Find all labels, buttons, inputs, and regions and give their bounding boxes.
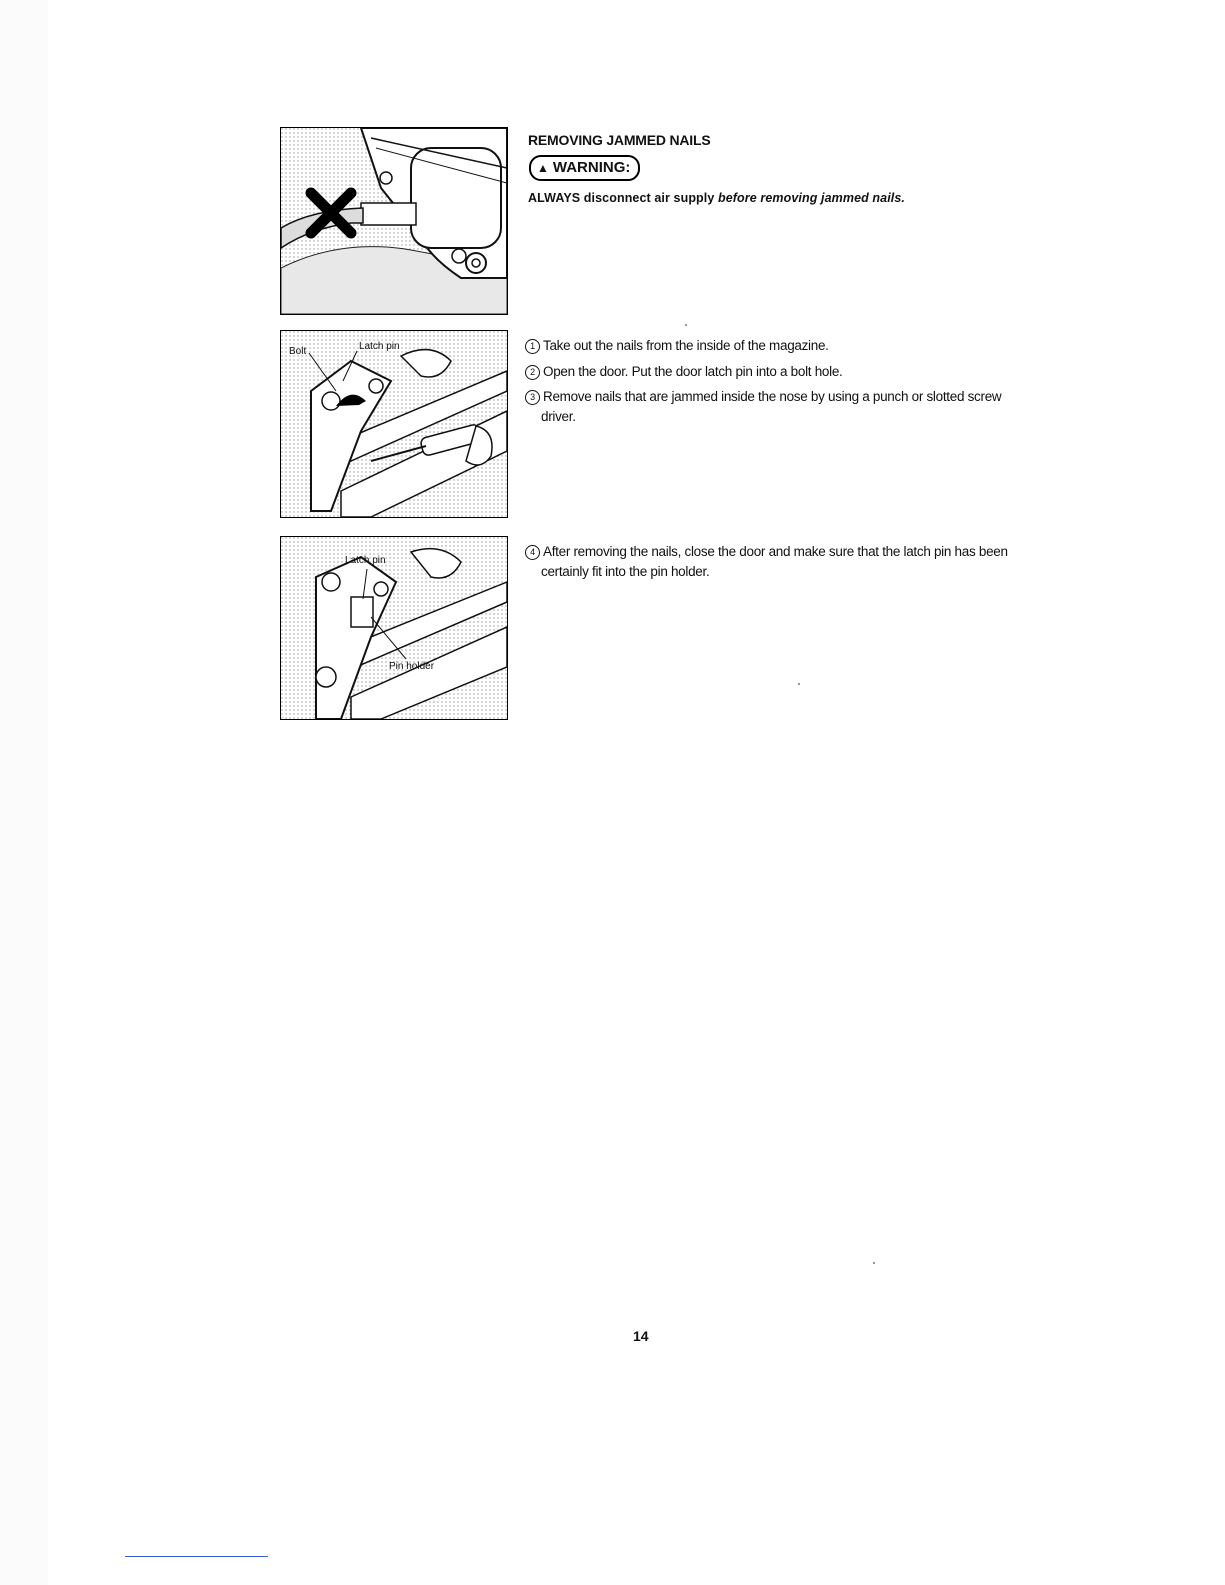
step-text-continued: driver. — [541, 409, 576, 424]
step-text: After removing the nails, close the door and make sure that the latch pin has been — [543, 544, 1008, 559]
warning-text — [528, 191, 1038, 205]
figure-disconnect-air — [280, 127, 508, 315]
figure-pin-holder — [280, 536, 508, 720]
step-3 — [525, 387, 1035, 427]
page-number: 14 — [633, 1328, 649, 1344]
link-underline[interactable] — [125, 1556, 268, 1557]
step-4 — [525, 542, 1035, 582]
step-number: 2 — [525, 365, 540, 380]
label-pin-holder: Pin holder — [389, 661, 435, 672]
figure-latch-pin-bolt — [280, 330, 508, 518]
step-text-continued: certainly fit into the pin holder. — [541, 564, 710, 579]
warning-text-italic: before removing jammed nails. — [718, 191, 905, 205]
page-edge — [0, 0, 48, 1585]
step-text: Take out the nails from the inside of the magazine. — [543, 338, 829, 353]
step-number: 1 — [525, 339, 540, 354]
scan-speck — [873, 1262, 875, 1264]
label-bolt: Bolt — [289, 346, 307, 357]
warning-text-bold: ALWAYS disconnect air supply — [528, 191, 718, 205]
scan-speck — [798, 683, 800, 685]
label-latch-pin-2: Latch pin — [345, 555, 386, 566]
warning-label: WARNING: — [552, 159, 631, 176]
step-text: Remove nails that are jammed inside the nose by using a punch or slotted screw — [543, 389, 1002, 404]
warning-triangle-icon: ▲ — [537, 161, 549, 175]
warning-badge — [529, 155, 640, 181]
step-text: Open the door. Put the door latch pin into a bolt hole. — [543, 364, 843, 379]
step-number: 3 — [525, 390, 540, 405]
step-1 — [525, 336, 1035, 356]
label-latch-pin: Latch pin — [359, 341, 400, 352]
section-heading: REMOVING JAMMED NAILS — [528, 132, 711, 148]
scan-speck — [685, 324, 687, 326]
step-number: 4 — [525, 545, 540, 560]
step-2 — [525, 362, 1035, 382]
